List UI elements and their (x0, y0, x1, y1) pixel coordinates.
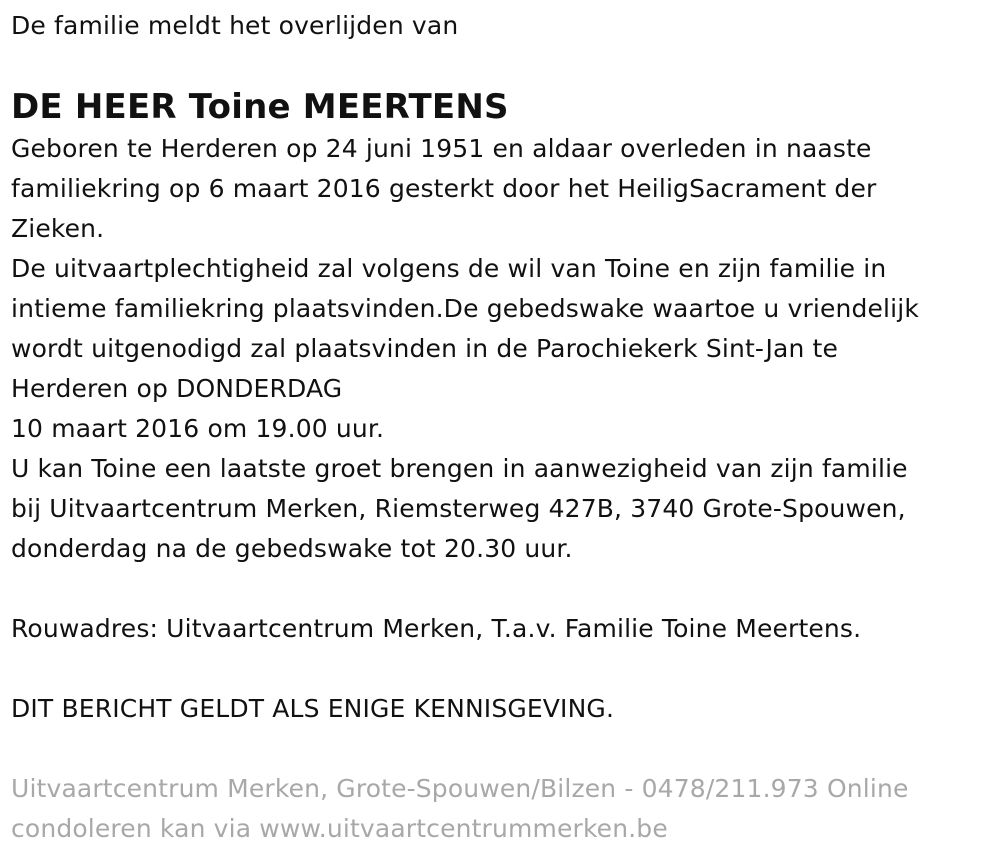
death-notice (11, 6, 986, 849)
body-line: Geboren te Herderen op 24 juni 1951 en aldaar overleden in naaste (11, 134, 872, 163)
body-line: Zieken. (11, 214, 105, 243)
funeral-home-footer (11, 769, 986, 849)
body-line: bij Uitvaartcentrum Merken, Riemsterweg 427B, 3740 Grote-Spouwen, (11, 494, 906, 523)
body-line: U kan Toine een laatste groet brengen in aanwezigheid van zijn familie (11, 454, 908, 483)
body-line: intieme familiekring plaatsvinden.De gebedswake waartoe u vriendelijk (11, 294, 919, 323)
body-line: donderdag na de gebedswake tot 20.30 uur. (11, 534, 573, 563)
body-line: De uitvaartplechtigheid zal volgens de wil van Toine en zijn familie in (11, 254, 887, 283)
intro-text: De familie meldt het overlijden van (11, 11, 459, 40)
footer-line: condoleren kan via www.uitvaartcentrummerken.be (11, 814, 668, 843)
deceased-name: DE HEER Toine MEERTENS (11, 87, 509, 127)
body-line: wordt uitgenodigd zal plaatsvinden in de Parochiekerk Sint-Jan te (11, 334, 839, 363)
body-line: Herderen op DONDERDAG (11, 374, 343, 403)
body-line: 10 maart 2016 om 19.00 uur. (11, 414, 385, 443)
spacer (11, 649, 986, 689)
footer-line: Uitvaartcentrum Merken, Grote-Spouwen/Bilzen - 0478/211.973 Online (11, 774, 909, 803)
spacer (11, 569, 986, 609)
mourning-address: Rouwadres: Uitvaartcentrum Merken, T.a.v. Familie Toine Meertens. (11, 614, 862, 643)
notice-statement: DIT BERICHT GELDT ALS ENIGE KENNISGEVING. (11, 694, 615, 723)
notice-body (11, 129, 986, 569)
spacer (11, 729, 986, 769)
body-line: familiekring op 6 maart 2016 gesterkt door het HeiligSacrament der (11, 174, 877, 203)
